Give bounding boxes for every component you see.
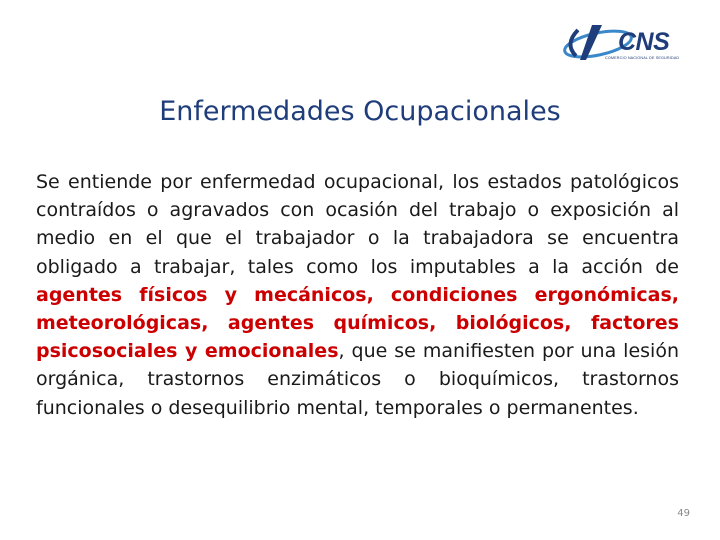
logo-subtitle: COMERCIO NACIONAL DE SEGURIDAD <box>605 56 680 60</box>
page-number: 49 <box>677 508 690 519</box>
body-paragraph <box>36 168 679 422</box>
page-title: Enfermedades Ocupacionales <box>159 96 561 127</box>
logo-text: CNS <box>618 28 670 56</box>
cns-logo <box>558 20 686 70</box>
body-text-part2: , que se manifiesten por una lesión orgánica, trastornos enzimáticos o bioquímicos, trastornos funcionales o desequilibrio mental, temporales o permanentes. <box>36 340 679 419</box>
body-text-part1: Se entiende por enfermedad ocupacional, los estados patológicos contraídos o agravados con ocasión del trabajo o exposición al medio en el que el trabajador o la trabajadora se encuentra obligado a trabajar, tales como los imputables a la acción de <box>36 171 679 278</box>
body-text-highlight: agentes físicos y mecánicos, condiciones ergonómicas, meteorológicas, agentes químicos, biológicos, factores psicosociales y emocionales <box>36 283 679 363</box>
